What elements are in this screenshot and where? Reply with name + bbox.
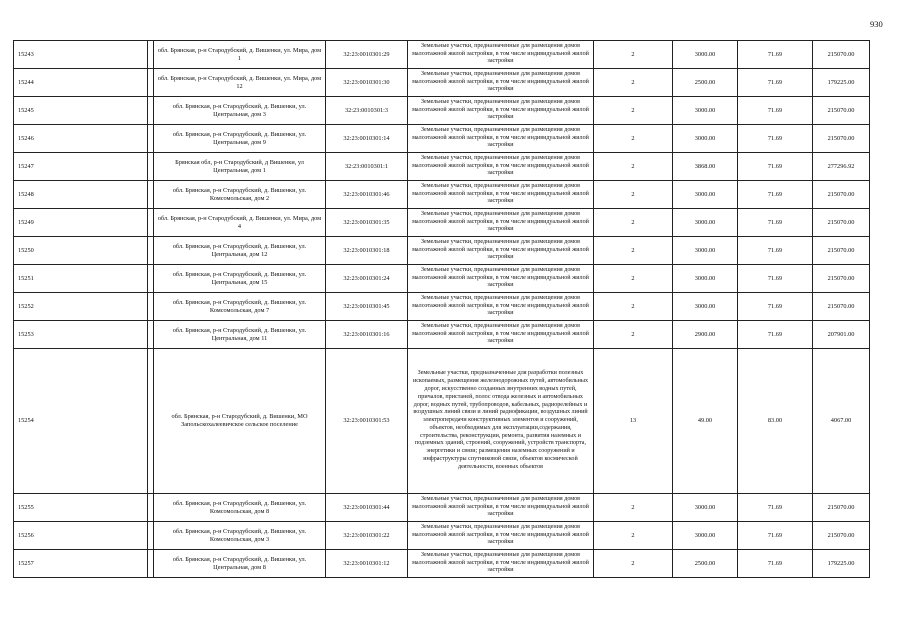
address-cell: обл. Брянская, р-н Стародубский, д. Вишенки, ул. Центральная, дом 3 bbox=[154, 97, 326, 125]
specific-value-cell: 71.69 bbox=[738, 125, 813, 153]
permitted-use-cell: Земельные участки, предназначенные для размещения домов малоэтажной жилой застройки, в том числе индивидуальной жилой застройки bbox=[408, 494, 594, 522]
address-cell: обл. Брянская, р-н Стародубский, д. Вишенки, ул. Центральная, дом 15 bbox=[154, 265, 326, 293]
record-id-cell: 15256 bbox=[14, 522, 148, 550]
area-cell: 3000.00 bbox=[673, 181, 738, 209]
area-cell: 3000.00 bbox=[673, 125, 738, 153]
cadastral-value-cell: 179225.00 bbox=[813, 69, 870, 97]
cadastral-number-cell: 32:23:0010301:45 bbox=[326, 293, 408, 321]
specific-value-cell: 71.69 bbox=[738, 69, 813, 97]
address-cell: Брянская обл, р-н Стародубский, д Вишенки, ул Центральная, дом 1 bbox=[154, 153, 326, 181]
group-code-cell: 2 bbox=[594, 321, 673, 349]
table-row bbox=[14, 41, 870, 69]
specific-value-cell: 71.69 bbox=[738, 522, 813, 550]
table-row bbox=[14, 349, 870, 494]
specific-value-cell: 71.69 bbox=[738, 181, 813, 209]
cadastral-number-cell: 32:23:0010301:35 bbox=[326, 209, 408, 237]
group-code-cell: 2 bbox=[594, 265, 673, 293]
record-id-cell: 15252 bbox=[14, 293, 148, 321]
group-code-cell: 13 bbox=[594, 349, 673, 494]
table-row bbox=[14, 181, 870, 209]
cadastral-number-cell: 32:23:0010301:12 bbox=[326, 550, 408, 578]
group-code-cell: 2 bbox=[594, 41, 673, 69]
record-id-cell: 15251 bbox=[14, 265, 148, 293]
area-cell: 3000.00 bbox=[673, 265, 738, 293]
cadastral-number-cell: 32:23:0010301:53 bbox=[326, 349, 408, 494]
table-row bbox=[14, 522, 870, 550]
record-id-cell: 15255 bbox=[14, 494, 148, 522]
cadastral-number-cell: 32:23:0010301:24 bbox=[326, 265, 408, 293]
table-row bbox=[14, 209, 870, 237]
address-cell: обл. Брянская, р-н Стародубский, д. Вишенки, ул. Комсомольская, дом 3 bbox=[154, 522, 326, 550]
specific-value-cell: 71.69 bbox=[738, 265, 813, 293]
group-code-cell: 2 bbox=[594, 522, 673, 550]
cadastral-value-cell: 215070.00 bbox=[813, 125, 870, 153]
cadastral-value-cell: 215070.00 bbox=[813, 293, 870, 321]
cadastral-value-cell: 4067.00 bbox=[813, 349, 870, 494]
specific-value-cell: 71.69 bbox=[738, 41, 813, 69]
cadastral-number-cell: 32:23:0010301:1 bbox=[326, 153, 408, 181]
group-code-cell: 2 bbox=[594, 494, 673, 522]
cadastral-number-cell: 32:23:0010301:46 bbox=[326, 181, 408, 209]
area-cell: 3868.00 bbox=[673, 153, 738, 181]
permitted-use-cell: Земельные участки, предназначенные для размещения домов малоэтажной жилой застройки, в том числе индивидуальной жилой застройки bbox=[408, 237, 594, 265]
area-cell: 3000.00 bbox=[673, 293, 738, 321]
cadastral-number-cell: 32:23:0010301:18 bbox=[326, 237, 408, 265]
table-row bbox=[14, 125, 870, 153]
record-id-cell: 15249 bbox=[14, 209, 148, 237]
specific-value-cell: 71.69 bbox=[738, 237, 813, 265]
record-id-cell: 15253 bbox=[14, 321, 148, 349]
specific-value-cell: 71.69 bbox=[738, 321, 813, 349]
address-cell: обл. Брянская, р-н Стародубский, д. Вишенки, МО Запольскохалеевичское сельское поселение bbox=[154, 349, 326, 494]
area-cell: 2500.00 bbox=[673, 69, 738, 97]
permitted-use-cell: Земельные участки, предназначенные для размещения домов малоэтажной жилой застройки, в том числе индивидуальной жилой застройки bbox=[408, 125, 594, 153]
group-code-cell: 2 bbox=[594, 237, 673, 265]
group-code-cell: 2 bbox=[594, 550, 673, 578]
area-cell: 2500.00 bbox=[673, 550, 738, 578]
address-cell: обл. Брянская, р-н Стародубский, д. Вишенки, ул. Центральная, дом 11 bbox=[154, 321, 326, 349]
area-cell: 2900.00 bbox=[673, 321, 738, 349]
record-id-cell: 15250 bbox=[14, 237, 148, 265]
permitted-use-cell: Земельные участки, предназначенные для размещения домов малоэтажной жилой застройки, в том числе индивидуальной жилой застройки bbox=[408, 265, 594, 293]
address-cell: обл. Брянская, р-н Стародубский, д. Вишенки, ул. Комсомольская, дом 8 bbox=[154, 494, 326, 522]
address-cell: обл. Брянская, р-н Стародубский, д. Вишенки, ул. Мира, дом 1 bbox=[154, 41, 326, 69]
permitted-use-cell: Земельные участки, предназначенные для размещения домов малоэтажной жилой застройки, в том числе индивидуальной жилой застройки bbox=[408, 522, 594, 550]
permitted-use-cell: Земельные участки, предназначенные для размещения домов малоэтажной жилой застройки, в том числе индивидуальной жилой застройки bbox=[408, 97, 594, 125]
specific-value-cell: 71.69 bbox=[738, 550, 813, 578]
permitted-use-cell: Земельные участки, предназначенные для размещения домов малоэтажной жилой застройки, в том числе индивидуальной жилой застройки bbox=[408, 550, 594, 578]
cadastral-number-cell: 32:23:0010301:16 bbox=[326, 321, 408, 349]
permitted-use-cell: Земельные участки, предназначенные для размещения домов малоэтажной жилой застройки, в том числе индивидуальной жилой застройки bbox=[408, 69, 594, 97]
record-id-cell: 15248 bbox=[14, 181, 148, 209]
page-number: 930 bbox=[870, 19, 883, 29]
area-cell: 3000.00 bbox=[673, 522, 738, 550]
group-code-cell: 2 bbox=[594, 293, 673, 321]
permitted-use-cell: Земельные участки, предназначенные для размещения домов малоэтажной жилой застройки, в том числе индивидуальной жилой застройки bbox=[408, 293, 594, 321]
table-row bbox=[14, 494, 870, 522]
table-row bbox=[14, 237, 870, 265]
cadastral-number-cell: 32:23:0010301:44 bbox=[326, 494, 408, 522]
cadastral-value-cell: 215070.00 bbox=[813, 494, 870, 522]
cadastral-value-cell: 215070.00 bbox=[813, 522, 870, 550]
specific-value-cell: 71.69 bbox=[738, 209, 813, 237]
cadastral-number-cell: 32:23:0010301:14 bbox=[326, 125, 408, 153]
record-id-cell: 15254 bbox=[14, 349, 148, 494]
record-id-cell: 15257 bbox=[14, 550, 148, 578]
table-row bbox=[14, 265, 870, 293]
cadastral-number-cell: 32:23:0010301:30 bbox=[326, 69, 408, 97]
group-code-cell: 2 bbox=[594, 181, 673, 209]
address-cell: обл. Брянская, р-н Стародубский, д. Вишенки, ул. Центральная, дом 8 bbox=[154, 550, 326, 578]
cadastral-value-cell: 215070.00 bbox=[813, 237, 870, 265]
address-cell: обл. Брянская, р-н Стародубский, д. Вишенки, ул. Центральная, дом 9 bbox=[154, 125, 326, 153]
cadastral-value-cell: 215070.00 bbox=[813, 265, 870, 293]
record-id-cell: 15244 bbox=[14, 69, 148, 97]
address-cell: обл. Брянская, р-н Стародубский, д. Вишенки, ул. Центральная, дом 12 bbox=[154, 237, 326, 265]
group-code-cell: 2 bbox=[594, 153, 673, 181]
cadastral-value-cell: 207901.00 bbox=[813, 321, 870, 349]
specific-value-cell: 71.69 bbox=[738, 293, 813, 321]
table-row bbox=[14, 550, 870, 578]
group-code-cell: 2 bbox=[594, 125, 673, 153]
area-cell: 3000.00 bbox=[673, 209, 738, 237]
specific-value-cell: 83.00 bbox=[738, 349, 813, 494]
address-cell: обл. Брянская, р-н Стародубский, д. Вишенки, ул. Мира, дом 4 bbox=[154, 209, 326, 237]
address-cell: обл. Брянская, р-н Стародубский, д. Вишенки, ул. Комсомольская, дом 2 bbox=[154, 181, 326, 209]
group-code-cell: 2 bbox=[594, 97, 673, 125]
table-row bbox=[14, 293, 870, 321]
permitted-use-cell: Земельные участки, предназначенные для размещения домов малоэтажной жилой застройки, в том числе индивидуальной жилой застройки bbox=[408, 41, 594, 69]
record-id-cell: 15246 bbox=[14, 125, 148, 153]
table-body bbox=[14, 41, 870, 578]
area-cell: 3000.00 bbox=[673, 494, 738, 522]
permitted-use-cell: Земельные участки, предназначенные для размещения домов малоэтажной жилой застройки, в том числе индивидуальной жилой застройки bbox=[408, 321, 594, 349]
area-cell: 49.00 bbox=[673, 349, 738, 494]
table-row bbox=[14, 97, 870, 125]
cadastral-value-cell: 215070.00 bbox=[813, 97, 870, 125]
group-code-cell: 2 bbox=[594, 69, 673, 97]
record-id-cell: 15245 bbox=[14, 97, 148, 125]
permitted-use-cell: Земельные участки, предназначенные для размещения домов малоэтажной жилой застройки, в том числе индивидуальной жилой застройки bbox=[408, 153, 594, 181]
cadastral-number-cell: 32:23:0010301:22 bbox=[326, 522, 408, 550]
cadastral-value-cell: 215070.00 bbox=[813, 41, 870, 69]
area-cell: 3000.00 bbox=[673, 41, 738, 69]
cadastral-value-cell: 215070.00 bbox=[813, 181, 870, 209]
specific-value-cell: 71.69 bbox=[738, 494, 813, 522]
address-cell: обл. Брянская, р-н Стародубский, д. Вишенки, ул. Комсомольская, дом 7 bbox=[154, 293, 326, 321]
cadastral-value-table bbox=[13, 40, 870, 578]
group-code-cell: 2 bbox=[594, 209, 673, 237]
area-cell: 3000.00 bbox=[673, 237, 738, 265]
cadastral-number-cell: 32:23:0010301:3 bbox=[326, 97, 408, 125]
table-row bbox=[14, 321, 870, 349]
table-row bbox=[14, 153, 870, 181]
record-id-cell: 15247 bbox=[14, 153, 148, 181]
cadastral-value-cell: 277296.92 bbox=[813, 153, 870, 181]
permitted-use-cell: Земельные участки, предназначенные для разработки полезных ископаемых, размещения железнодорожных путей, автомобильных дорог, искусственно созданных внутренних водных путей, причалов, пристаней, полос отвода железных и автомобильных дорог, водных путей, трубопроводов, кабельных, радиорелейных и воздушных линий связи и линий радиофикации, воздушных линий электропередачи конструктивных элементов и сооружений, объектов, необходимых для эксплуатации,содержания, строительства, реконструкции, ремонта, развития наземных и подземных зданий, строений, сооружений, устройств транспорта, энергетики и связи; размещения наземных сооружений и инфраструктуры спутниковой связи, объектов космической деятельности, военных объектов bbox=[408, 349, 594, 494]
address-cell: обл. Брянская, р-н Стародубский, д. Вишенки, ул. Мира, дом 12 bbox=[154, 69, 326, 97]
specific-value-cell: 71.69 bbox=[738, 153, 813, 181]
area-cell: 3000.00 bbox=[673, 97, 738, 125]
cadastral-value-cell: 179225.00 bbox=[813, 550, 870, 578]
specific-value-cell: 71.69 bbox=[738, 97, 813, 125]
record-id-cell: 15243 bbox=[14, 41, 148, 69]
cadastral-value-cell: 215070.00 bbox=[813, 209, 870, 237]
cadastral-number-cell: 32:23:0010301:29 bbox=[326, 41, 408, 69]
table-row bbox=[14, 69, 870, 97]
permitted-use-cell: Земельные участки, предназначенные для размещения домов малоэтажной жилой застройки, в том числе индивидуальной жилой застройки bbox=[408, 181, 594, 209]
permitted-use-cell: Земельные участки, предназначенные для размещения домов малоэтажной жилой застройки, в том числе индивидуальной жилой застройки bbox=[408, 209, 594, 237]
